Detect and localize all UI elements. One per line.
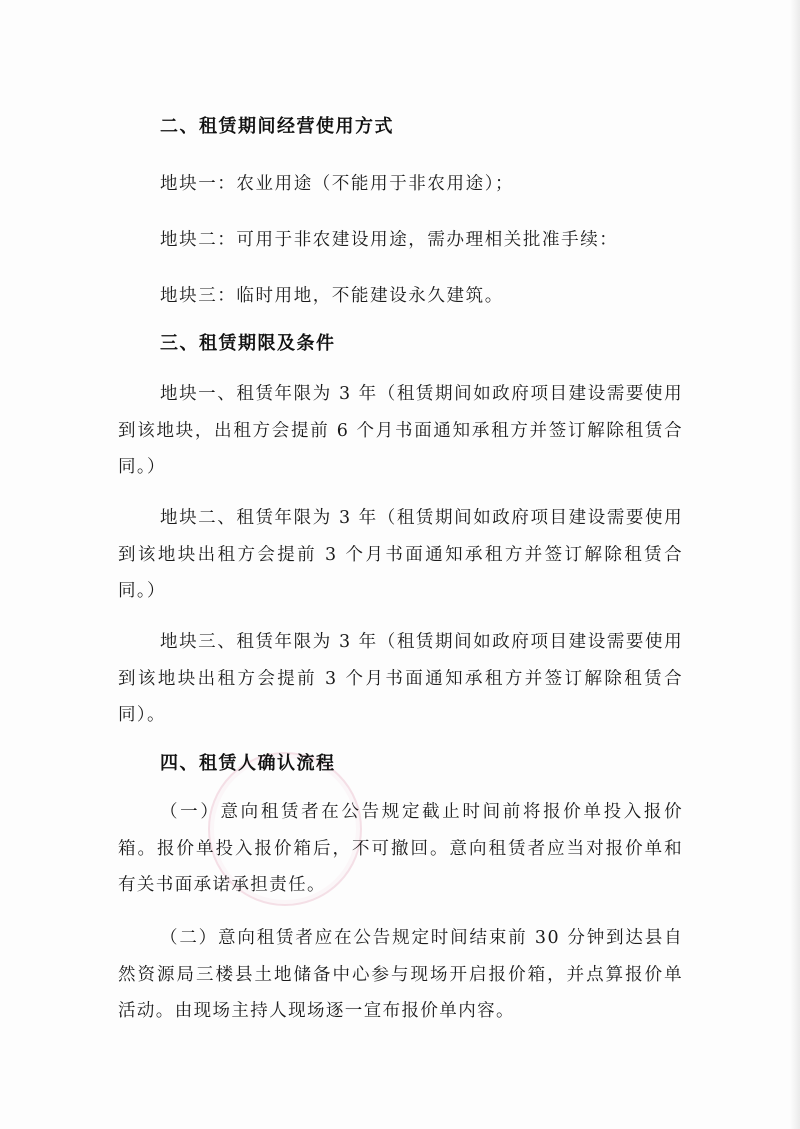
section2-item-1: 地块一：农业用途（不能用于非农用途）； <box>160 174 515 194</box>
section4-paragraph-2: （二）意向租赁者应在公告规定时间结束前 30 分钟到达县自然资源局三楼县土地储备中心参与现场开启报价箱，并点算报价单活动。由现场主持人现场逐一宣布报价单内容。 <box>118 928 683 1021</box>
section-heading-3: 三、租赁期限及条件 <box>160 333 336 354</box>
page-edge-shadow <box>790 0 800 1129</box>
section3-paragraph-1: 地块一、租赁年限为 3 年（租赁期间如政府项目建设需要使用到该地块，出租方会提前 6 个月书面通知承租方并签订解除租赁合同。） <box>118 384 683 477</box>
section3-paragraph-2: 地块二、租赁年限为 3 年（租赁期间如政府项目建设需要使用到该地块出租方会提前 3 个月书面通知承租方并签订解除租赁合同。） <box>118 508 683 601</box>
section2-item-2: 地块二：可用于非农建设用途，需办理相关批准手续： <box>160 230 619 250</box>
section-heading-2: 二、租赁期间经营使用方式 <box>160 116 394 137</box>
section3-paragraph-3: 地块三、租赁年限为 3 年（租赁期间如政府项目建设需要使用到该地块出租方会提前 3 个月书面通知承租方并签订解除租赁合同）。 <box>118 632 683 725</box>
section-heading-4: 四、租赁人确认流程 <box>160 753 336 774</box>
section2-item-3: 地块三：临时用地，不能建设永久建筑。 <box>160 286 504 306</box>
section4-paragraph-1: （一）意向租赁者在公告规定截止时间前将报价单投入报价箱。报价单投入报价箱后，不可撤回。意向租赁者应当对报价单和有关书面承诺承担责任。 <box>118 802 683 895</box>
